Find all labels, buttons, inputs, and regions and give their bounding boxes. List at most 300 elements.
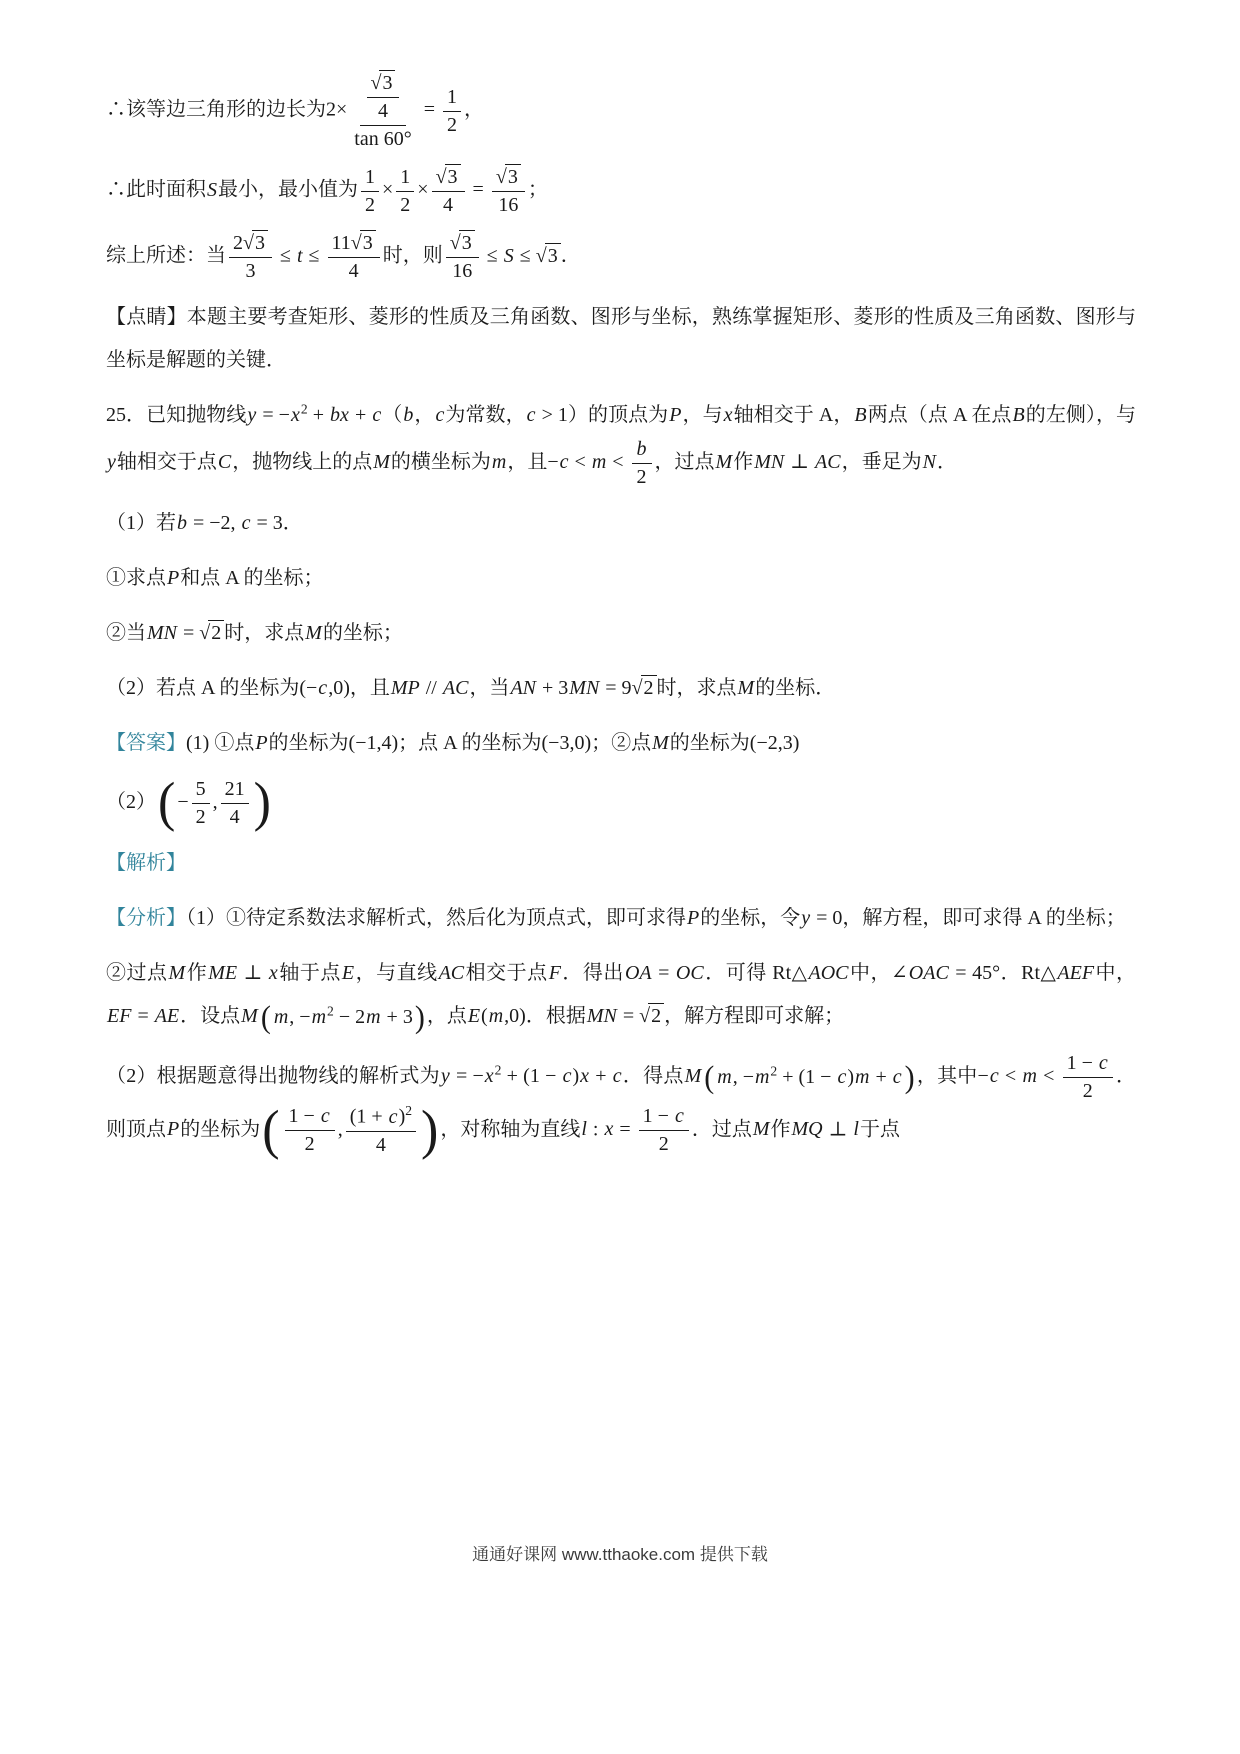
tag-jiexi [106, 842, 1136, 885]
text-run: ．得出 [561, 962, 624, 984]
numerator [192, 777, 210, 804]
math-variable: S [503, 244, 514, 267]
math-roman: 3 [447, 166, 458, 188]
text-run: ． [936, 451, 957, 474]
sqrt-expression [371, 70, 396, 95]
math-variable: MN [754, 451, 785, 474]
text-run: 中， [1095, 962, 1137, 984]
numerator [639, 1104, 689, 1131]
math-variable: m [488, 1005, 504, 1027]
sqrt-expression [632, 675, 657, 700]
math-variable: AC [438, 962, 465, 984]
denominator [374, 98, 392, 124]
text-run: 作 [186, 962, 208, 984]
radicand [360, 230, 376, 255]
text-run: ． [560, 244, 581, 267]
denominator [372, 1132, 390, 1158]
math-variable: E [341, 962, 355, 984]
page-footer: 通通好课网 www.tthaoke.com 提供下载 [472, 1545, 768, 1564]
text-run: ，且 [507, 451, 548, 474]
math-variable: m [855, 1065, 870, 1088]
radicand [641, 675, 657, 700]
math-variable: c [435, 404, 445, 426]
text-run: ∴该等边三角形的边长为 [106, 98, 326, 121]
math-variable: EF [107, 1005, 132, 1027]
math-roman: ≤ [274, 244, 296, 267]
math-variable: P [167, 1118, 180, 1141]
math-roman: , − [289, 1005, 311, 1028]
para-dianjing [106, 296, 1136, 382]
math-roman: 5 [195, 778, 206, 800]
text-run: ．设点 [180, 1005, 241, 1027]
numerator [632, 437, 652, 464]
math-roman: 2 [400, 193, 411, 216]
math-roman: = [652, 962, 675, 984]
numerator [1063, 1051, 1113, 1078]
math-variable: P [167, 567, 180, 589]
denominator [633, 464, 651, 490]
text-run: ；点 A 的坐标为 [398, 732, 542, 754]
item-1 [106, 502, 1136, 545]
math-roman: 2 [304, 1133, 315, 1156]
math-roman: (−1,4) [348, 732, 399, 754]
math-roman: 4 [375, 1133, 386, 1156]
math-roman: ( [481, 1005, 488, 1027]
fraction [350, 70, 415, 152]
math-roman: (−2,3) [749, 732, 800, 754]
text-run: ，与 [682, 404, 723, 426]
math-roman: 3 [245, 260, 256, 282]
text-run: ，且 [349, 677, 390, 699]
label-tag: 【答案】 [106, 732, 186, 754]
math-roman: ⊥ [823, 1118, 853, 1141]
label-tag: 【解析】 [106, 852, 186, 874]
fraction [367, 70, 400, 124]
text-run: ．可得 Rt△ [704, 962, 808, 984]
denominator [448, 258, 476, 284]
math-roman: 2 [770, 1063, 778, 1079]
text-run: （1）若 [106, 512, 176, 534]
math-variable: M [715, 451, 733, 474]
fraction [346, 1104, 416, 1158]
text-run: ②过点 [106, 962, 168, 984]
math-roman: , [337, 1118, 343, 1141]
math-roman: + [307, 404, 330, 426]
text-run: 时，求点 [656, 677, 737, 699]
math-roman: < [607, 451, 629, 474]
text-run: ； [527, 178, 548, 201]
text-run: 和点 A 的坐标； [180, 567, 324, 589]
math-variable: AN [510, 677, 536, 699]
math-roman: 16 [498, 194, 519, 216]
math-roman: 1 − [1066, 1051, 1098, 1074]
math-variable: c [1098, 1051, 1108, 1074]
sqrt-expression [199, 620, 224, 645]
numerator [492, 164, 525, 192]
math-variable: c [388, 1105, 398, 1128]
math-variable: c [320, 1105, 330, 1128]
math-roman: + 3 [381, 1005, 413, 1028]
math-variable: c [674, 1105, 684, 1128]
fraction [328, 230, 380, 284]
math-roman: 2 [1082, 1079, 1093, 1102]
math-roman: 3 [382, 72, 393, 94]
math-roman: 3 [547, 244, 558, 267]
math-roman: 2 [365, 193, 375, 216]
left-paren: ( [262, 1100, 280, 1161]
formula-summary [106, 230, 1136, 284]
math-roman: 4 [348, 260, 359, 282]
math-roman: 4 [229, 806, 240, 828]
math-variable: x [723, 404, 733, 426]
math-roman: 2 [195, 806, 206, 828]
para-fenxi-2 [106, 952, 1136, 1039]
math-roman: = [614, 1118, 636, 1141]
label-tag: 【分析】 [106, 907, 186, 929]
numerator [443, 85, 461, 112]
text-run: ）的顶点为 [567, 404, 669, 426]
paren-content [280, 1104, 421, 1158]
math-roman: = 0 [811, 907, 843, 929]
denominator [350, 126, 415, 152]
sqrt-expression [450, 230, 475, 255]
numerator [229, 230, 272, 258]
left-paren: ( [704, 1059, 715, 1095]
para-problem-25 [106, 394, 1136, 490]
text-run: ，抛物线上的点 [232, 451, 373, 474]
text-run: 的横坐标为 [390, 451, 491, 474]
sqrt-expression [496, 164, 521, 189]
math-roman: ) [398, 1105, 406, 1128]
text-run: （1）①待定系数法求解析式，然后化为顶点式，即可求得 [186, 907, 686, 929]
fraction [639, 1104, 689, 1157]
text-run: ∴此时面积 [106, 178, 206, 201]
math-variable: S [207, 178, 217, 201]
fraction [396, 165, 414, 218]
text-run: ，对称轴为直线 [440, 1118, 581, 1141]
math-variable: m [1022, 1065, 1037, 1087]
math-roman: − [977, 1065, 989, 1087]
radical-sign: √ [435, 166, 447, 188]
math-roman: // [420, 677, 442, 699]
fraction [492, 164, 525, 218]
para-fenxi-3 [106, 1051, 1137, 1161]
math-roman: = − [450, 1065, 484, 1087]
math-roman: − [177, 791, 189, 814]
text-run: 的坐标为 [669, 732, 750, 754]
text-run: 时，求点 [224, 622, 305, 644]
text-run: ①求点 [106, 567, 166, 589]
math-roman: + [870, 1065, 892, 1088]
math-roman: + 3 [537, 677, 569, 699]
paren-content [175, 777, 253, 830]
denominator [396, 192, 414, 218]
math-roman: < [999, 1065, 1022, 1087]
math-variable: b [636, 438, 647, 460]
formula-min-area [106, 164, 1136, 218]
math-roman: + [590, 1065, 612, 1087]
math-roman: (−3,0) [541, 732, 592, 754]
math-variable: AEF [1057, 962, 1095, 984]
text-run: (1) ①点 [186, 732, 255, 754]
sqrt-expression [351, 230, 376, 255]
radicand [208, 620, 224, 645]
text-run: ．根据 [525, 1005, 586, 1027]
math-variable: B [854, 404, 867, 426]
math-roman: = [178, 622, 200, 644]
numerator [361, 165, 379, 192]
math-roman: + (1 − [777, 1065, 837, 1088]
math-variable: b [403, 404, 414, 426]
text-run: 轴相交于点 [116, 451, 217, 474]
text-run: （2） [106, 791, 156, 814]
math-roman: = [617, 1005, 640, 1027]
numerator [396, 165, 414, 192]
math-variable: l [853, 1118, 859, 1141]
math-variable: AOC [808, 962, 849, 984]
math-roman: 11 [331, 232, 351, 254]
left-paren: ( [260, 999, 271, 1035]
math-variable: x [268, 962, 278, 984]
math-roman: ) [572, 1065, 580, 1087]
math-variable: m [591, 451, 607, 474]
math-roman: 2 [636, 466, 647, 488]
text-run: 为常数， [445, 404, 526, 426]
fraction [446, 230, 479, 284]
math-variable: m [491, 451, 507, 474]
math-roman: 2× [326, 98, 348, 121]
text-run: ，过点 [654, 451, 715, 474]
math-roman: 21 [224, 778, 245, 800]
numerator [285, 1104, 335, 1131]
superscript [301, 401, 308, 416]
fraction [229, 230, 272, 284]
math-variable: c [562, 1065, 572, 1087]
text-run: 相交于点 [465, 962, 548, 984]
math-roman: ≤ [303, 244, 325, 267]
math-variable: m [717, 1065, 732, 1088]
text-run: ， [464, 98, 484, 121]
numerator [367, 70, 400, 98]
text-run: 中， [849, 962, 892, 984]
math-roman: − [547, 451, 559, 474]
text-run: ．得点 [622, 1065, 684, 1087]
radical-sign: √ [370, 72, 382, 94]
paren-group [704, 1056, 914, 1099]
math-roman: < [1037, 1065, 1060, 1087]
math-variable: MN [569, 677, 600, 699]
math-roman: 2 [327, 1003, 334, 1019]
math-variable: b [177, 512, 187, 534]
item-2 [106, 667, 1136, 710]
fraction [221, 777, 249, 830]
math-roman: , [212, 791, 218, 814]
math-roman: 16 [452, 260, 473, 282]
superscript [405, 1103, 412, 1118]
math-roman: > 1 [536, 404, 568, 426]
numerator [328, 230, 380, 258]
radical-sign: √ [535, 244, 547, 267]
text-run: 轴于点 [278, 962, 341, 984]
math-variable: AC [815, 451, 841, 474]
numerator [360, 70, 407, 126]
text-run: ． [282, 512, 303, 534]
text-run: 综上所述：当 [106, 244, 226, 267]
fraction [1063, 1051, 1113, 1104]
math-roman: 3 [254, 232, 265, 254]
math-roman: = [418, 98, 440, 121]
math-variable: MN [586, 1005, 617, 1027]
text-run: （ [382, 404, 403, 426]
right-paren: ) [414, 999, 425, 1035]
fraction [192, 777, 210, 830]
math-roman: 3 [362, 232, 373, 254]
math-roman: < [569, 451, 591, 474]
paren-content [714, 1056, 904, 1099]
math-roman: 3 [507, 166, 518, 188]
math-variable: AC [442, 677, 469, 699]
math-variable: c [892, 1065, 902, 1088]
math-roman: = − [257, 404, 290, 426]
math-variable: c [372, 404, 382, 426]
radical-sign: √ [350, 232, 362, 254]
math-roman: 2 [643, 677, 654, 699]
math-roman: ⊥ [238, 962, 268, 984]
text-run: ．Rt△ [1000, 962, 1057, 984]
math-variable: P [255, 732, 268, 754]
math-variable: c [612, 1065, 622, 1087]
math-variable: ME [208, 962, 238, 984]
numerator [221, 777, 249, 804]
answer-2 [106, 772, 1136, 833]
math-roman: 2 [405, 1102, 413, 1118]
text-run: ， [414, 404, 435, 426]
radicand [545, 243, 561, 268]
math-variable: c [989, 1065, 999, 1087]
denominator [192, 804, 210, 830]
math-roman: (− [299, 677, 318, 699]
fraction [432, 164, 465, 218]
math-variable: M [305, 622, 322, 644]
formula-side-length [106, 70, 1136, 152]
paren-group [262, 1100, 439, 1161]
sqrt-expression [536, 243, 561, 268]
sqrt-expression [243, 230, 268, 255]
text-run: ，当 [469, 677, 510, 699]
math-variable: E [467, 1005, 481, 1027]
math-variable: x [580, 1065, 590, 1087]
math-roman: ,0) [328, 677, 350, 699]
math-variable: m [366, 1005, 381, 1028]
radicand [445, 164, 461, 189]
denominator [443, 112, 461, 138]
radicand [459, 230, 475, 255]
math-roman: + (1 − [501, 1065, 562, 1087]
math-variable: bx [330, 404, 349, 426]
item-1-sub2 [106, 612, 1136, 655]
math-roman: = −2, [188, 512, 241, 534]
math-variable: OC [675, 962, 704, 984]
math-variable: c [526, 404, 536, 426]
math-roman: tan 60° [354, 128, 412, 150]
text-run: ②当 [106, 622, 146, 644]
math-variable: N [922, 451, 936, 474]
math-roman: ≤ [481, 244, 503, 267]
radicand [505, 164, 521, 189]
math-variable: MP [390, 677, 420, 699]
math-roman: × [382, 178, 394, 201]
math-variable: P [669, 404, 682, 426]
item-1-sub1 [106, 557, 1136, 600]
math-roman: 2 [447, 113, 457, 136]
math-variable: F [548, 962, 561, 984]
math-roman: 2 [300, 401, 308, 417]
math-roman: ∠ [891, 962, 908, 984]
math-roman: × [417, 178, 429, 201]
paren-content [271, 996, 415, 1039]
math-variable: M [168, 962, 186, 984]
document-body [106, 70, 1136, 1170]
math-variable: M [684, 1065, 702, 1087]
text-run: 【点睛】本题主要考查矩形、菱形的性质及三角函数、图形与坐标，熟练掌握矩形、菱形的性质及三角函数、图形与坐标是解题的关键． [106, 306, 1136, 371]
text-run: 的左侧），与 [1025, 404, 1137, 426]
math-variable: c [318, 677, 328, 699]
text-run: 作 [770, 1118, 791, 1141]
sqrt-expression [436, 164, 461, 189]
text-run: ，解方程，即可求得 A 的坐标； [842, 907, 1126, 929]
denominator [226, 804, 244, 830]
math-variable: MN [147, 622, 177, 644]
fraction [361, 165, 379, 218]
math-roman: = [132, 1005, 154, 1027]
denominator [494, 192, 522, 218]
text-run: ，垂足为 [841, 451, 922, 474]
text-run: 最小，最小值为 [218, 178, 358, 201]
math-roman: + [349, 404, 372, 426]
math-variable: c [837, 1065, 847, 1088]
right-paren: ) [421, 1100, 439, 1161]
math-variable: M [652, 732, 669, 754]
text-run: 两点（点 A 在点 [867, 404, 1012, 426]
math-variable: P [687, 907, 700, 929]
text-run: 轴相交于 A， [733, 404, 854, 426]
denominator [345, 258, 363, 284]
math-variable: OA [624, 962, 652, 984]
math-variable: m [273, 1005, 289, 1028]
denominator [361, 192, 379, 218]
text-run: 于点 [859, 1118, 900, 1141]
math-roman: = 3 [251, 512, 283, 534]
math-roman: , − [732, 1065, 754, 1088]
math-variable: M [752, 1118, 770, 1141]
math-roman: ,0) [504, 1005, 526, 1027]
radical-sign: √ [631, 677, 643, 699]
left-paren: ( [158, 772, 176, 833]
fraction [443, 85, 461, 138]
paren-group [261, 996, 425, 1039]
math-variable: M [373, 451, 390, 474]
math-variable: C [217, 451, 232, 474]
math-roman: = 9 [600, 677, 632, 699]
math-variable: x [604, 1118, 614, 1141]
math-roman: 1 [365, 165, 375, 188]
math-roman: ⊥ [785, 451, 815, 474]
text-run: 作 [733, 451, 754, 474]
math-roman: 4 [377, 100, 388, 122]
math-variable: MQ [791, 1118, 823, 1141]
math-roman: 3 [461, 232, 472, 254]
text-run: ，解方程即可求解； [664, 1005, 845, 1027]
